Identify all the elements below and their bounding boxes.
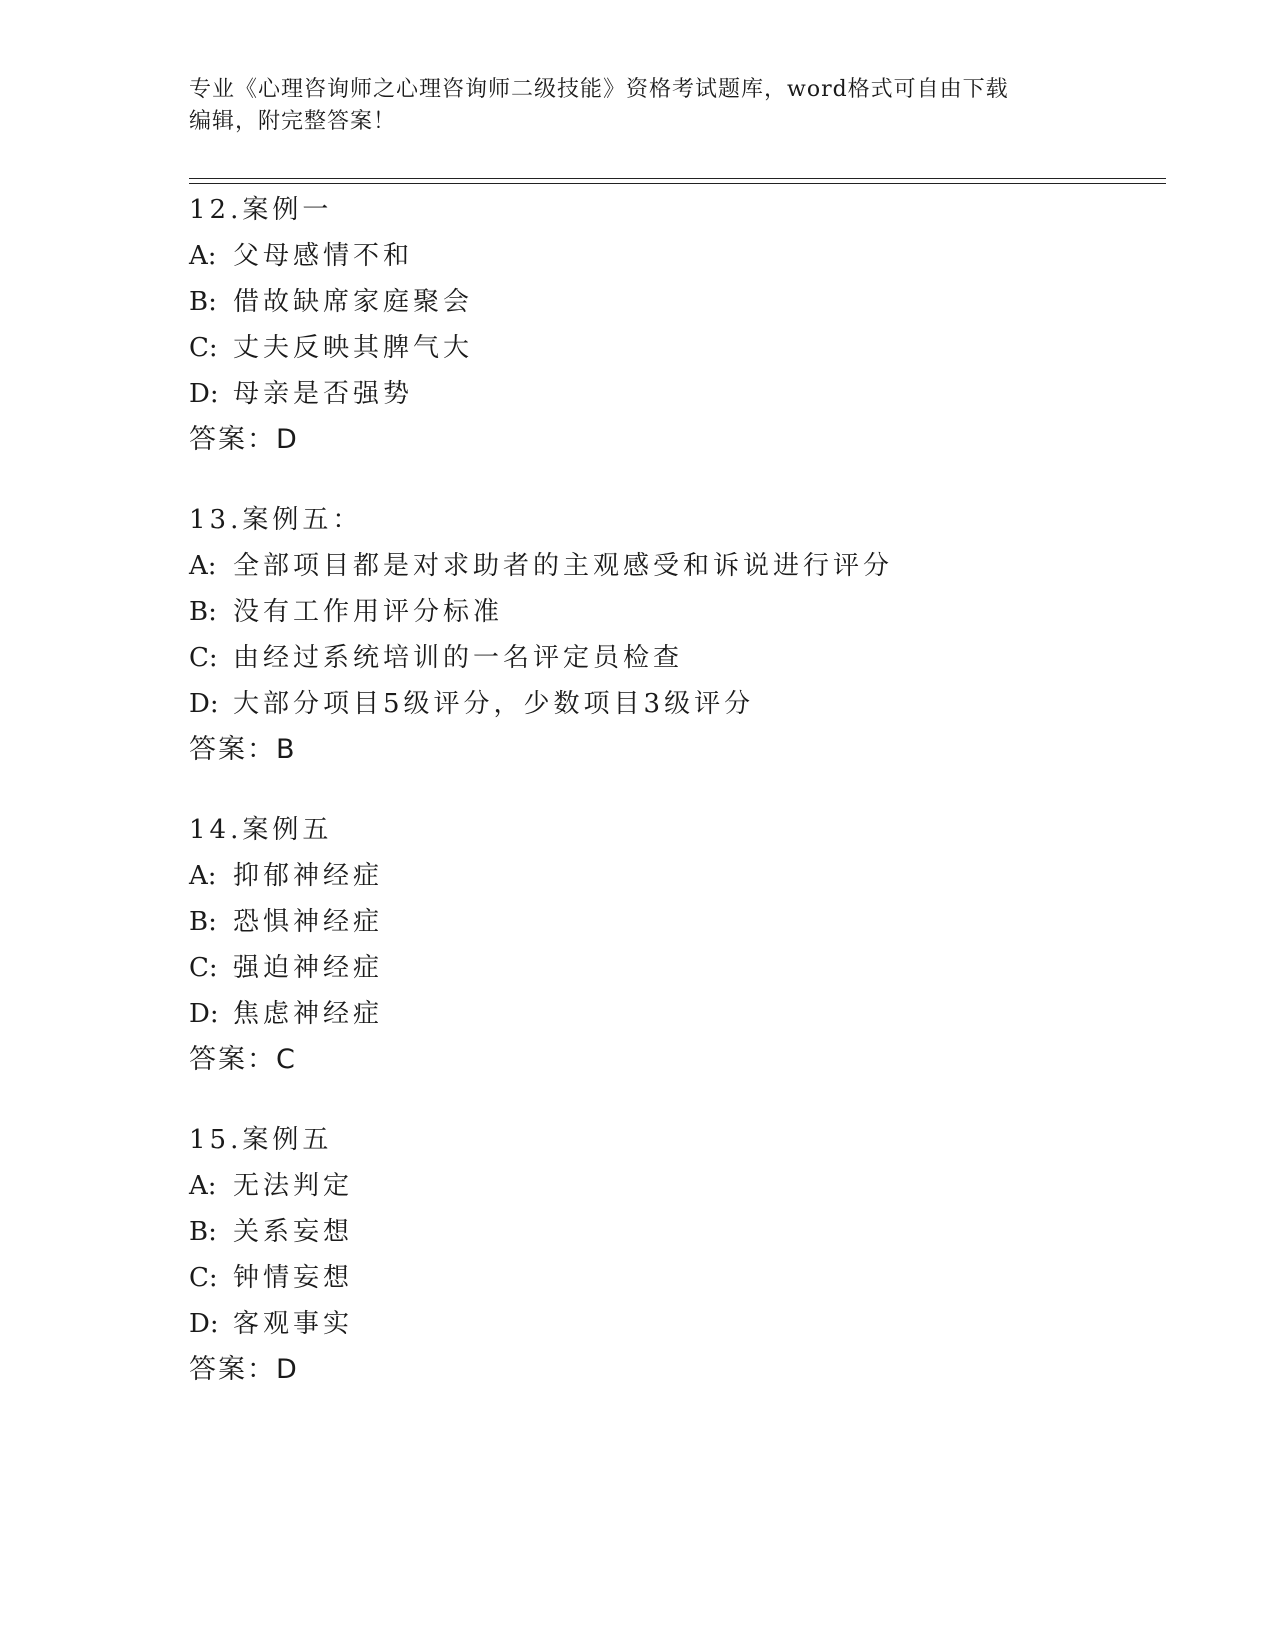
question-12 xyxy=(189,187,1166,463)
option-d xyxy=(189,991,1166,1037)
question-13 xyxy=(189,497,1166,773)
answer-line: 答案：B xyxy=(189,734,297,765)
option-text: 客观事实 xyxy=(233,1309,354,1339)
option-text: 强迫神经症 xyxy=(233,953,384,983)
answer-line: 答案：C xyxy=(189,1044,297,1075)
option-text: 关系妄想 xyxy=(233,1217,354,1247)
document-header xyxy=(189,74,1089,138)
question-title: 12.案例一 xyxy=(189,195,333,225)
answer-line: 答案：D xyxy=(189,424,299,455)
option-letter: B: xyxy=(189,287,217,317)
option-text: 丈夫反映其脾气大 xyxy=(233,333,474,363)
option-d xyxy=(189,371,1166,417)
option-a xyxy=(189,233,1166,279)
option-letter: C: xyxy=(189,953,218,983)
option-a xyxy=(189,853,1166,899)
option-text: 借故缺席家庭聚会 xyxy=(233,287,474,317)
option-text: 没有工作用评分标准 xyxy=(233,597,504,627)
header-divider-top xyxy=(189,178,1166,179)
option-b xyxy=(189,899,1166,945)
option-a xyxy=(189,1163,1166,1209)
option-text: 钟情妄想 xyxy=(233,1263,354,1293)
header-line-2: 编辑，附完整答案！ xyxy=(189,109,397,134)
option-text: 大部分项目5级评分，少数项目3级评分 xyxy=(233,689,755,719)
option-c xyxy=(189,635,1166,681)
option-text: 父母感情不和 xyxy=(233,241,414,271)
option-letter: A: xyxy=(189,861,217,891)
option-text: 抑郁神经症 xyxy=(233,861,384,891)
option-c xyxy=(189,325,1166,371)
question-list xyxy=(189,187,1166,1427)
option-letter: D: xyxy=(189,1309,219,1339)
option-letter: B: xyxy=(189,907,217,937)
header-divider-bottom xyxy=(189,183,1166,184)
option-text: 母亲是否强势 xyxy=(233,379,414,409)
question-14 xyxy=(189,807,1166,1083)
option-letter: C: xyxy=(189,643,218,673)
option-c xyxy=(189,945,1166,991)
header-line-1: 专业《心理咨询师之心理咨询师二级技能》资格考试题库，word格式可自由下载 xyxy=(189,77,1009,102)
option-letter: B: xyxy=(189,1217,217,1247)
option-b xyxy=(189,279,1166,325)
option-text: 恐惧神经症 xyxy=(233,907,384,937)
option-text: 由经过系统培训的一名评定员检查 xyxy=(233,643,684,673)
question-title: 15.案例五 xyxy=(189,1125,333,1155)
answer-line: 答案：D xyxy=(189,1354,299,1385)
option-text: 全部项目都是对求助者的主观感受和诉说进行评分 xyxy=(233,551,894,581)
question-title: 14.案例五 xyxy=(189,815,333,845)
option-text: 无法判定 xyxy=(233,1171,354,1201)
question-title: 13.案例五： xyxy=(189,505,363,535)
option-letter: C: xyxy=(189,333,218,363)
option-b xyxy=(189,1209,1166,1255)
question-15 xyxy=(189,1117,1166,1393)
option-d xyxy=(189,1301,1166,1347)
option-a xyxy=(189,543,1166,589)
option-letter: B: xyxy=(189,597,217,627)
option-letter: D: xyxy=(189,379,219,409)
option-letter: C: xyxy=(189,1263,218,1293)
option-letter: A: xyxy=(189,551,217,581)
option-letter: A: xyxy=(189,1171,217,1201)
option-d xyxy=(189,681,1166,727)
option-c xyxy=(189,1255,1166,1301)
option-b xyxy=(189,589,1166,635)
option-letter: D: xyxy=(189,999,219,1029)
option-letter: D: xyxy=(189,689,219,719)
option-text: 焦虑神经症 xyxy=(233,999,384,1029)
option-letter: A: xyxy=(189,241,217,271)
